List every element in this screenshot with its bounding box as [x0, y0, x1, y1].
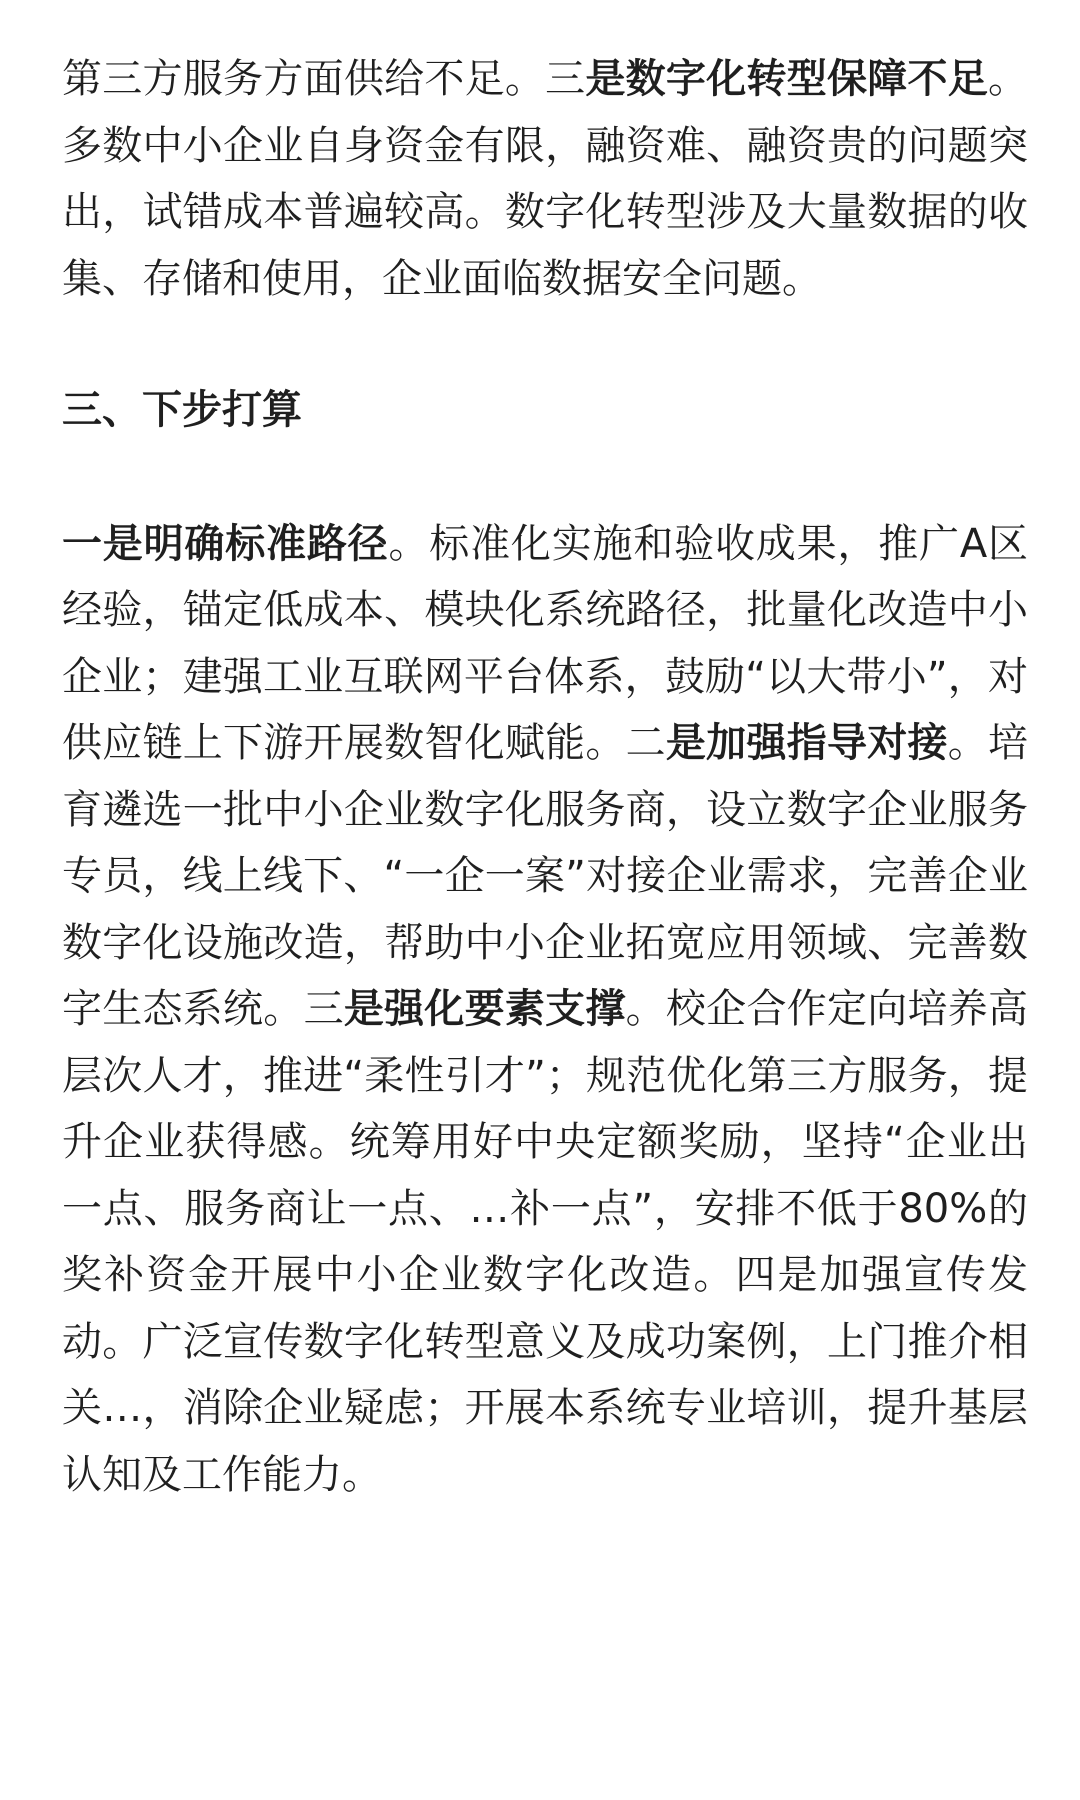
bold-phrase: 是数字化转型保障不足 [585, 56, 989, 102]
section-heading: 三、下步打算 [62, 387, 302, 433]
paragraph-challenges [62, 0, 1028, 312]
bold-phrase: 一是明确标准路径 [62, 520, 389, 567]
text-segment: 。多数中小企业自身资金有限，融资难、融资贵的问题突出，试错成本普遍较高。数字化转型涉及大量数据的收集、存储和使用，企业面临数据安全问题。 [62, 56, 1029, 302]
bold-phrase: 是加强指导对接 [665, 720, 948, 766]
paragraph-next-steps [62, 511, 1028, 1509]
text-segment: 第三方服务方面供给不足。三 [62, 56, 586, 102]
bold-phrase: 是强化要素支撑 [343, 986, 626, 1032]
text-segment: 。培育遴选一批中小企业数字化服务商，设立数字企业服务专员，线上线下、“一企一案”对接企业需求，完善企业数字化设施改造，帮助中小企业拓宽应用领域、完善数字生态系统。三 [62, 720, 1029, 1032]
text-segment: 。标准化实施和验收成果，推广A区经验，锚定低成本、模块化系统路径，批量化改造中小企业；建强工业互联网平台体系，鼓励“以大带小”，对供应链上下游开展数智化赋能。二 [62, 520, 1028, 766]
text-segment: 。校企合作定向培养高层次人才，推进“柔性引才”；规范优化第三方服务，提升企业获得感。统筹用好中央定额奖励，坚持“企业出一点、服务商让一点、…补一点”，安排不低于80%的奖补资金开展中小企业数字化改造。四是加强宣传发动。广泛宣传数字化转型意义及成功案例，上门推介相关…，消除企业疑虑；开展本系统专业培训，提升基层认知及工作能力。 [62, 986, 1029, 1498]
